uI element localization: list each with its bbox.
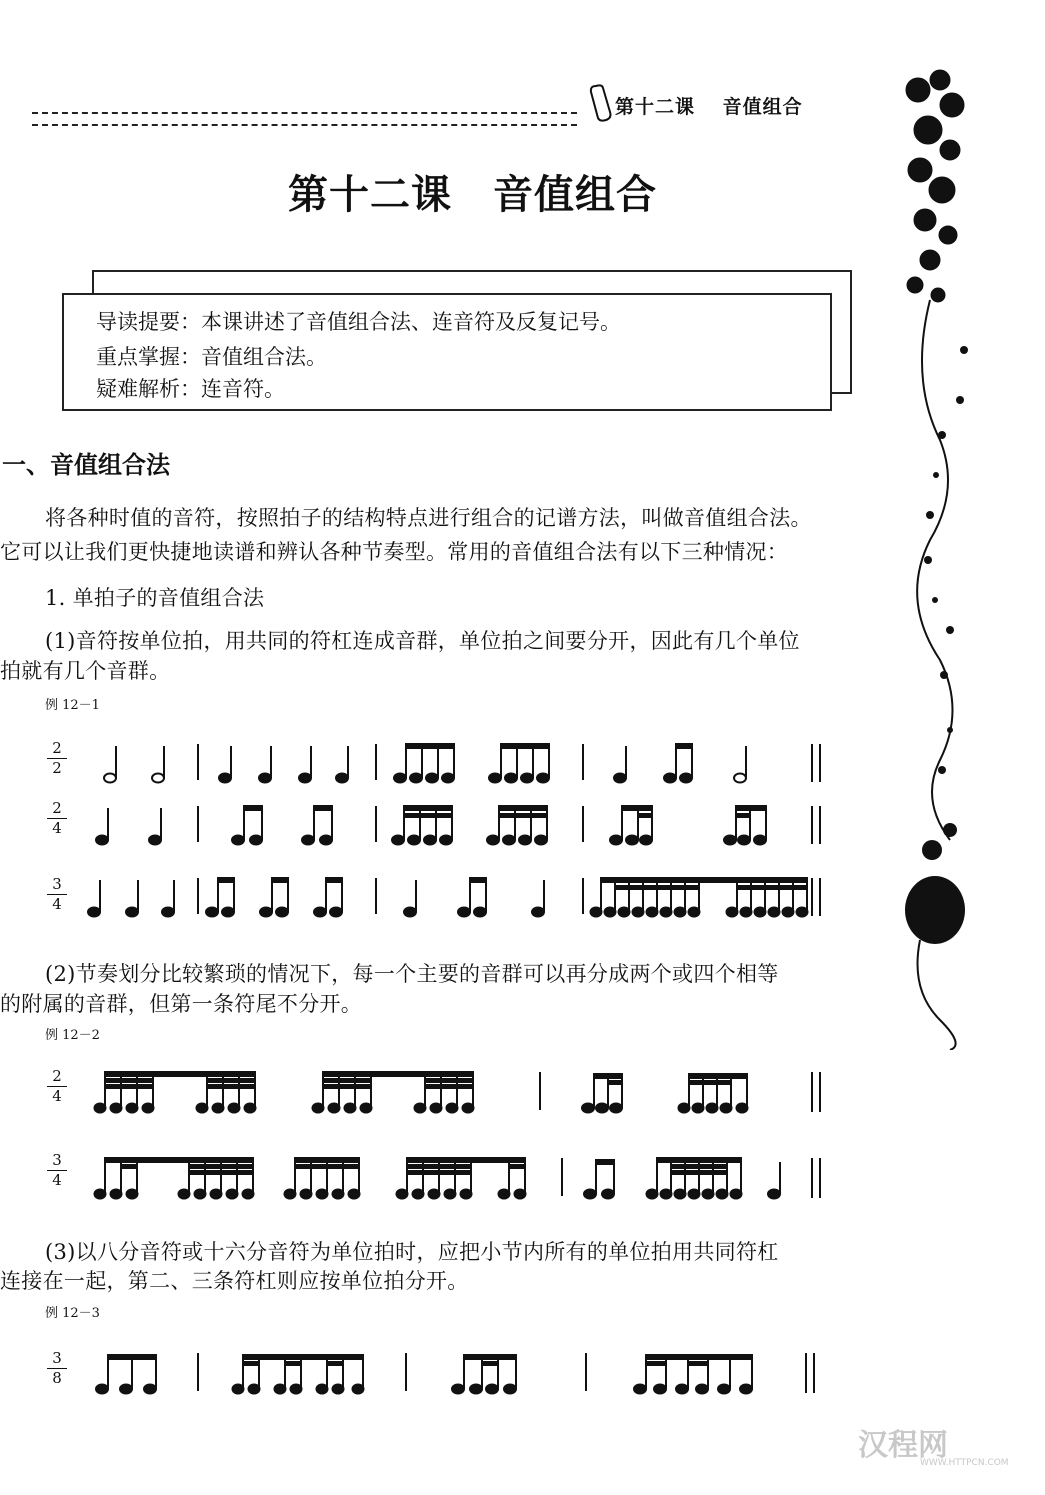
paragraph-line: 将各种时值的音符，按照拍子的结构特点进行组合的记谱方法，叫做音值组合法。 (45, 506, 812, 530)
paragraph-line: 连接在一起，第二、三条符杠则应按单位拍分开。 (0, 1269, 469, 1293)
rhythm-example-12-1 (80, 730, 840, 930)
paragraph-line: (1)音符按单位拍，用共同的符杠连成音群，单位拍之间要分开，因此有几个单位 (45, 629, 800, 653)
time-signature: $\frac{3}{4}$ (47, 876, 67, 913)
rhythm-example-12-3 (80, 1345, 840, 1405)
example-label: 例 12－3 (45, 1306, 100, 1321)
time-signature: $\frac{3}{4}$ (47, 1152, 67, 1189)
paragraph-line: (3)以八分音符或十六分音符为单位拍时，应把小节内所有的单位拍用共同符杠 (45, 1240, 779, 1264)
rhythm-example-12-2 (80, 1060, 840, 1210)
paragraph-line: 它可以让我们更快捷地读谱和辨认各种节奏型。常用的音值组合法有以下三种情况： (0, 540, 789, 564)
time-signature: $\frac{2}{4}$ (47, 800, 67, 837)
watermark-url: WWW.HTTPCN.COM (920, 1458, 1009, 1468)
time-signature: $\frac{2}{2}$ (47, 740, 67, 777)
watermark-logo: 汉程网 (858, 1428, 948, 1463)
time-signature: $\frac{3}{8}$ (47, 1350, 67, 1387)
page-title: 第十二课 音值组合 (288, 172, 657, 218)
scroll-icon (588, 82, 618, 122)
subheading: 1. 单拍子的音值组合法 (45, 586, 265, 610)
example-label: 例 12－2 (45, 1028, 100, 1043)
paragraph-line: 拍就有几个音群。 (0, 659, 171, 683)
example-label: 例 12－1 (45, 698, 100, 713)
paragraph-line: (2)节奏划分比较繁琐的情况下，每一个主要的音群可以再分成两个或四个相等 (45, 962, 779, 986)
intro-line-summary: 导读提要：本课讲述了音值组合法、连音符及反复记号。 (96, 310, 621, 334)
time-signature: $\frac{2}{4}$ (47, 1068, 67, 1105)
running-header: 第十二课 音值组合 (615, 96, 803, 118)
intro-line-key-points: 重点掌握：音值组合法。 (96, 345, 327, 369)
section-heading: 一、音值组合法 (2, 451, 170, 479)
header-dashed-rule (32, 112, 577, 126)
paragraph-line: 的附属的音群，但第一条符尾不分开。 (0, 992, 363, 1016)
intro-line-difficulties: 疑难解析：连音符。 (96, 377, 285, 401)
